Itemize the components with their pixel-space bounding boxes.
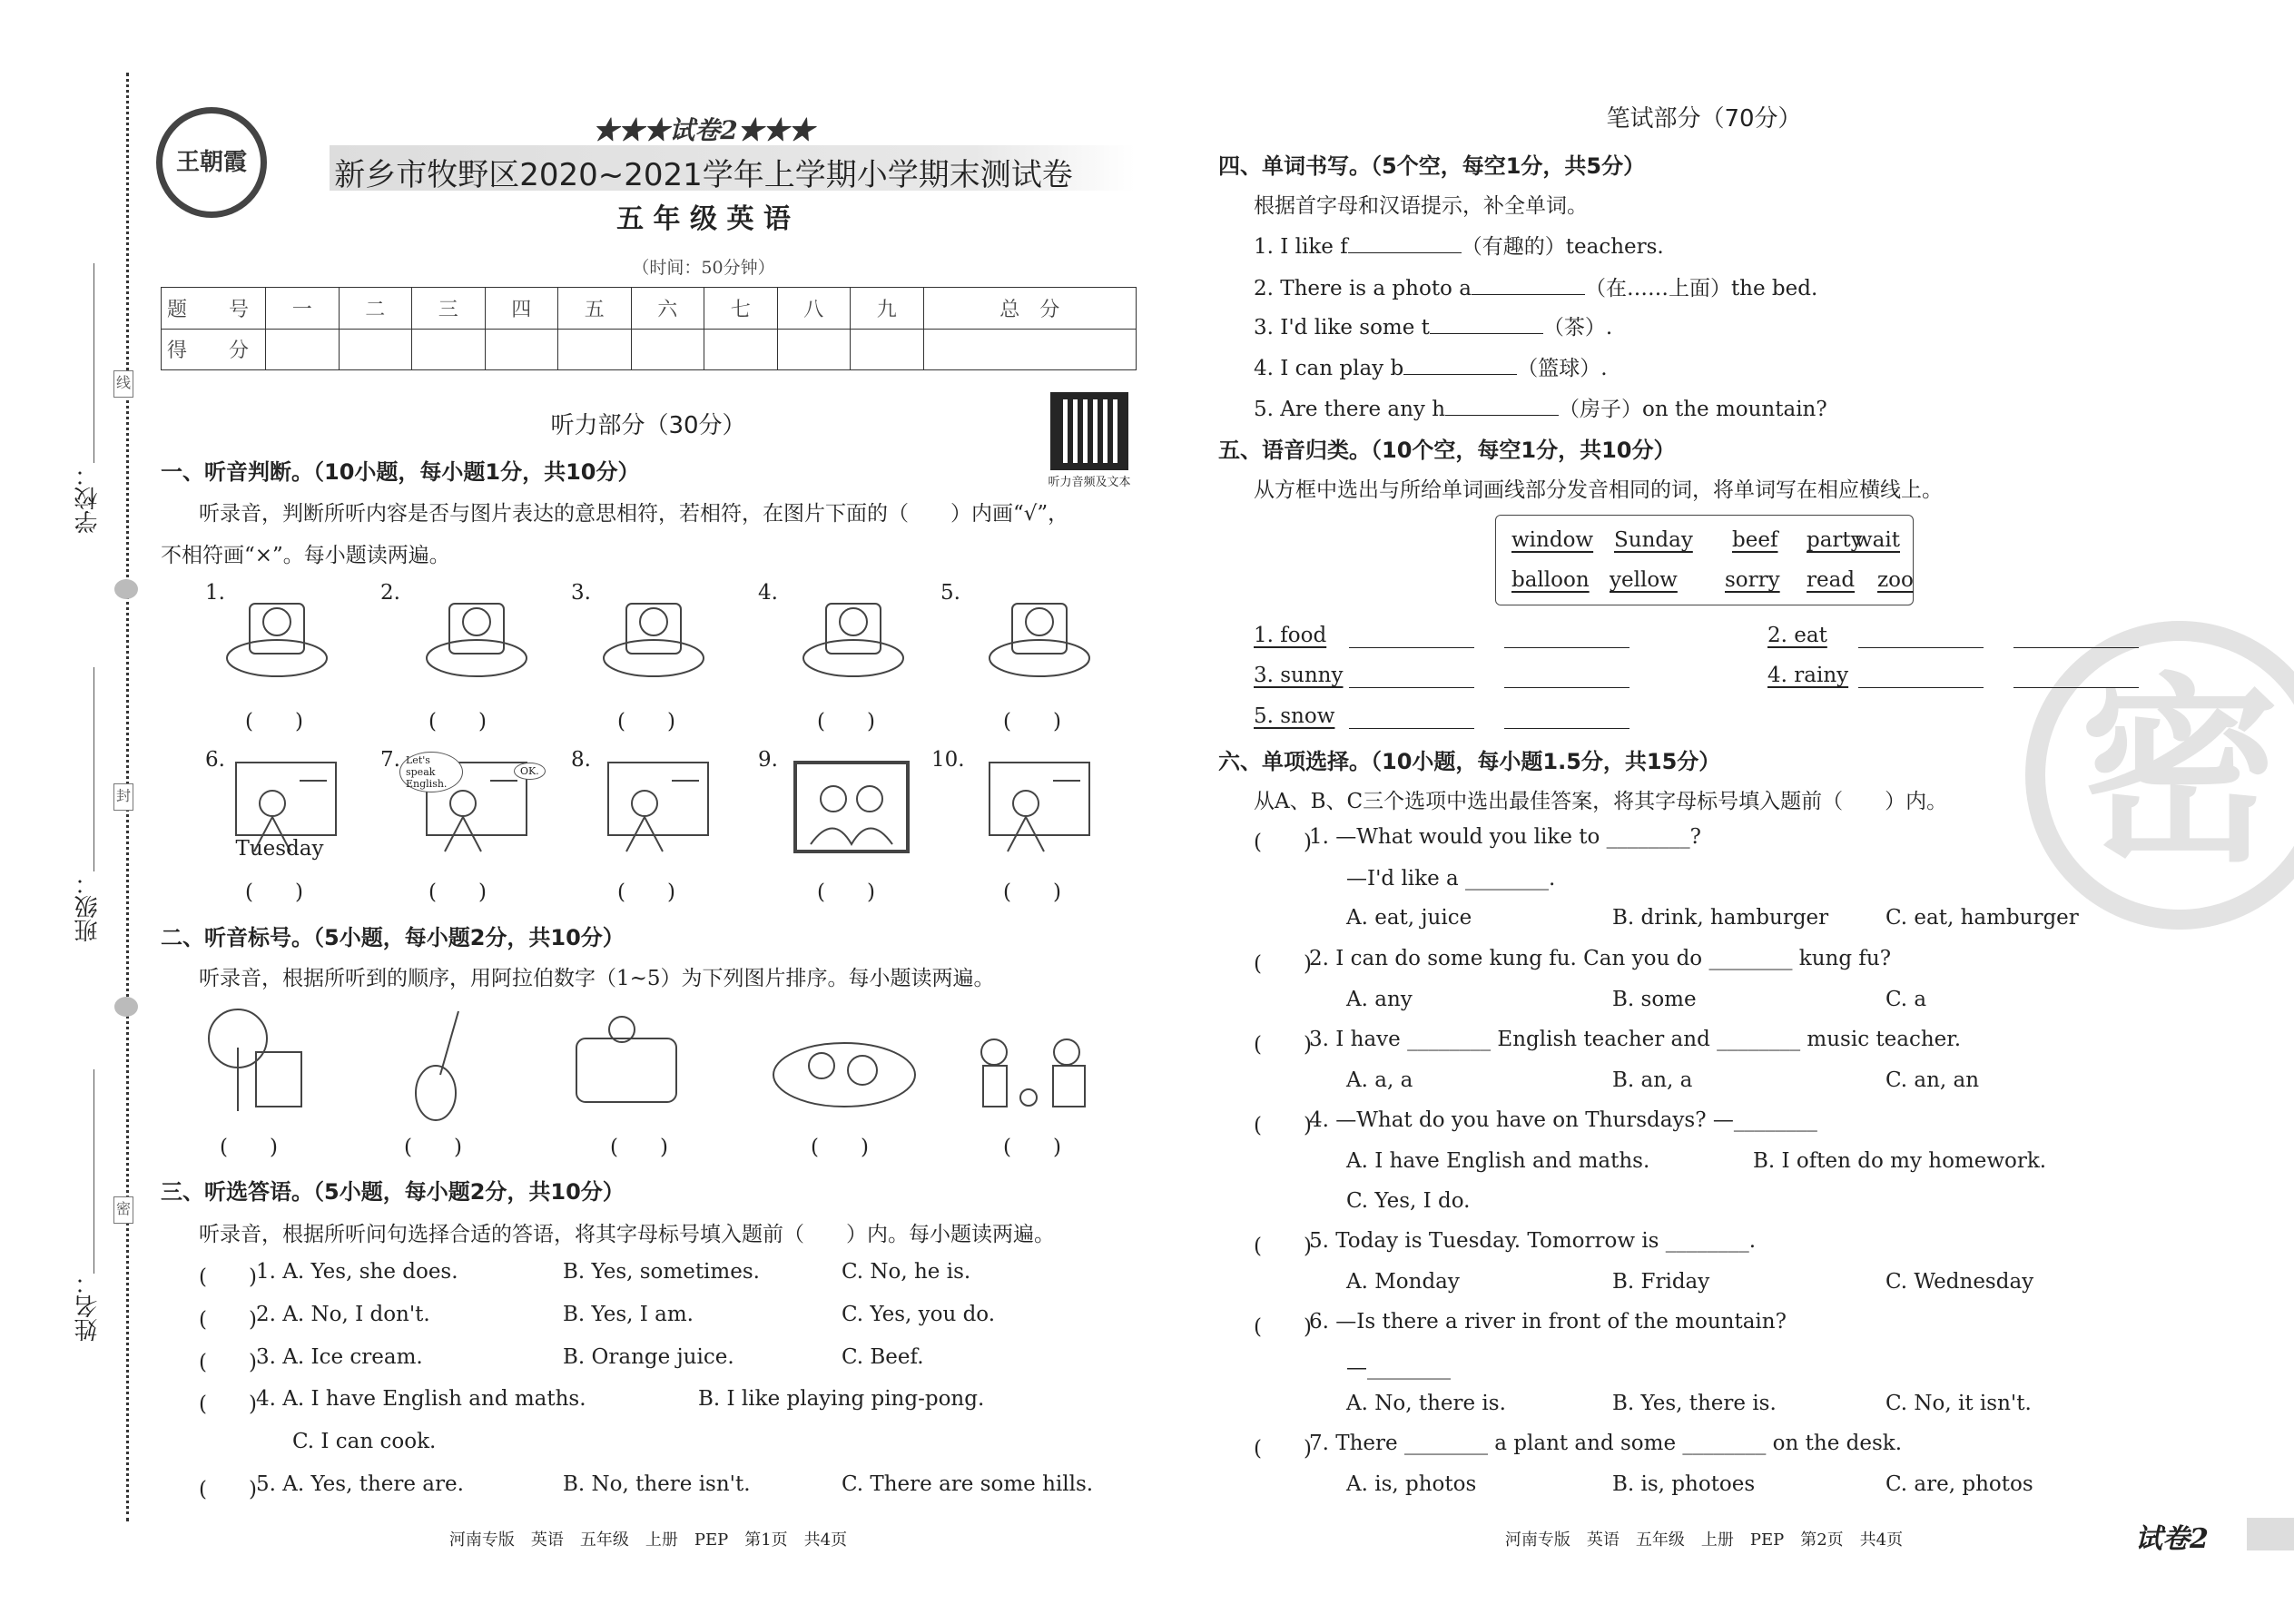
answer-bracket[interactable]: ( ) — [199, 1308, 257, 1332]
fill-word-item — [1254, 230, 1664, 260]
class-label: 班级： — [74, 871, 102, 942]
score-header-cell: 一 — [266, 288, 340, 330]
writing-section-title: 笔试部分（70分） — [1606, 105, 1802, 133]
option-a: 5. A. Yes, there are. — [256, 1472, 464, 1496]
question-stem-line2: —I'd like a ________. — [1346, 867, 1556, 891]
answer-bracket[interactable]: ( ) — [1003, 1136, 1061, 1159]
question-stem: 5. Today is Tuesday. Tomorrow is ________. — [1309, 1229, 1757, 1253]
option-c: C. an, an — [1885, 1068, 1980, 1092]
picture-man-and-boy — [595, 581, 713, 688]
answer-blank[interactable] — [1430, 316, 1543, 334]
corner-tab: 试卷2 — [2135, 1523, 2209, 1555]
speech-bubble: OK. — [514, 763, 546, 780]
section-3-instruction: 听录音，根据所听问句选择合适的答语，将其字母标号填入题前（ ）内。每小题读两遍。 — [199, 1223, 1055, 1246]
option-b: B. Yes, I am. — [563, 1303, 694, 1326]
answer-bracket[interactable]: ( ) — [1254, 1437, 1312, 1461]
answer-blank[interactable] — [1858, 687, 1984, 688]
logo-text: 王朝霞 — [175, 149, 247, 176]
score-cell[interactable] — [631, 329, 704, 370]
answer-blank[interactable] — [1445, 398, 1559, 416]
option-c: C. Yes, I do. — [1346, 1189, 1471, 1213]
exam-title: 新乡市牧野区2020~2021学年上学期小学期末测试卷 — [334, 157, 1073, 193]
score-header-cell: 三 — [412, 288, 486, 330]
section-1-instruction: 不相符画“×”。每小题读两遍。 — [161, 544, 450, 567]
score-cell[interactable] — [412, 329, 486, 370]
sentence-start: 5. Are there any h — [1254, 398, 1446, 421]
option-c: C. a — [1885, 988, 1927, 1011]
box-word: Sunday — [1614, 528, 1693, 552]
section-3-title: 三、听选答语。（5小题，每小题2分，共10分） — [161, 1179, 625, 1205]
picture-caption-tuesday: Tuesday — [235, 837, 324, 861]
option-a: A. is, photos — [1346, 1472, 1477, 1496]
option-b: B. I like playing ping-pong. — [698, 1387, 985, 1411]
picture-room-desk — [418, 581, 536, 688]
sentence-hint: （房子）on the mountain? — [1559, 398, 1827, 421]
question-stem: 3. I have ________ English teacher and ________ music teacher. — [1309, 1028, 1962, 1051]
qr-caption: 听力音频及文本 — [1048, 476, 1131, 489]
name-label: 姓名： — [74, 1271, 102, 1342]
answer-bracket[interactable]: ( ) — [199, 1393, 257, 1416]
option-b: B. Friday — [1612, 1270, 1710, 1294]
score-label-cell: 得 分 — [162, 329, 266, 370]
exam-subject: 五 年 级 英 语 — [616, 203, 791, 235]
box-word: balloon — [1511, 568, 1590, 592]
answer-bracket[interactable]: ( ) — [404, 1136, 462, 1159]
score-cell[interactable] — [558, 329, 632, 370]
question-number: 4. — [758, 581, 778, 605]
score-header-cell: 七 — [704, 288, 778, 330]
answer-bracket[interactable]: ( ) — [1003, 710, 1061, 733]
answer-blank[interactable] — [1348, 235, 1462, 253]
answer-blank[interactable] — [1403, 357, 1517, 375]
score-header-cell: 题 号 — [162, 288, 266, 330]
option-c: C. Yes, you do. — [842, 1303, 996, 1326]
answer-bracket[interactable]: ( ) — [1254, 831, 1312, 854]
question-stem: 7. There ________ a plant and some ________ on the desk. — [1309, 1432, 1903, 1455]
answer-bracket[interactable]: ( ) — [1254, 1033, 1312, 1057]
option-a: 4. A. I have English and maths. — [256, 1387, 586, 1411]
sentence-start: 4. I can play b — [1254, 357, 1404, 380]
option-b: B. Orange juice. — [563, 1345, 734, 1369]
score-cell[interactable] — [485, 329, 558, 370]
sentence-start: 1. I like f — [1254, 235, 1348, 259]
binding-tag-seal: 封 — [113, 783, 133, 811]
page-footer-1: 河南专版 英语 五年级 上册 PEP 第1页 共4页 — [448, 1530, 848, 1550]
answer-blank[interactable] — [2013, 647, 2139, 648]
box-word: yellow — [1610, 568, 1678, 592]
fill-word-item — [1254, 271, 1817, 301]
option-c: C. Wednesday — [1885, 1270, 2034, 1294]
answer-blank[interactable] — [1349, 728, 1474, 729]
section-4-instruction: 根据首字母和汉语提示，补全单词。 — [1254, 194, 1588, 218]
answer-bracket[interactable]: ( ) — [199, 1351, 257, 1374]
section-6-title: 六、单项选择。（10小题，每小题1.5分，共15分） — [1218, 749, 1721, 774]
option-b: B. Yes, sometimes. — [563, 1260, 760, 1284]
option-b: B. Yes, there is. — [1612, 1392, 1777, 1415]
question-stem: 2. I can do some kung fu. Can you do ________ kung fu? — [1309, 947, 1892, 970]
question-number: 5. — [940, 581, 960, 605]
option-a: A. any — [1346, 988, 1413, 1011]
sentence-hint: （茶）. — [1542, 316, 1613, 340]
fill-word-item — [1254, 392, 1827, 422]
option-a: 2. A. No, I don't. — [256, 1303, 430, 1326]
answer-bracket[interactable]: ( ) — [617, 881, 675, 904]
picture-flying-bird — [794, 581, 912, 688]
option-b: B. I often do my homework. — [1753, 1149, 2047, 1173]
section-2-title: 二、听音标号。（5小题，每小题2分，共10分） — [161, 925, 625, 950]
score-header-cell: 四 — [485, 288, 558, 330]
sentence-hint: （在……上面）the bed. — [1584, 277, 1818, 300]
option-b: B. some — [1612, 988, 1697, 1011]
picture-boy-on-sofa — [567, 1002, 694, 1129]
section-4-title: 四、单词书写。（5个空，每空1分，共5分） — [1218, 153, 1646, 179]
page-footer-2: 河南专版 英语 五年级 上册 PEP 第2页 共4页 — [1504, 1530, 1904, 1550]
answer-blank[interactable] — [1858, 647, 1984, 648]
answer-bracket[interactable]: ( ) — [817, 881, 875, 904]
sentence-hint: （有趣的）teachers. — [1461, 235, 1664, 259]
answer-bracket[interactable]: ( ) — [220, 1136, 278, 1159]
phonics-word: 5. snow — [1254, 704, 1335, 728]
section-5-instruction: 从方框中选出与所给单词画线部分发音相同的词，将单词写在相应横线上。 — [1254, 478, 1943, 502]
emblem-icon — [114, 997, 138, 1017]
score-cell[interactable] — [704, 329, 778, 370]
option-c: C. Beef. — [842, 1345, 924, 1369]
score-cell[interactable] — [851, 329, 924, 370]
option-b: B. drink, hamburger — [1612, 906, 1829, 930]
score-header-cell: 总 分 — [923, 288, 1137, 330]
answer-bracket[interactable]: ( ) — [199, 1478, 257, 1501]
option-a: A. eat, juice — [1346, 906, 1472, 930]
box-word: zoo — [1877, 568, 1914, 592]
score-cell[interactable] — [777, 329, 851, 370]
question-number: 6. — [205, 748, 225, 772]
corner-tab-bg — [2247, 1518, 2294, 1550]
answer-bracket[interactable]: ( ) — [428, 881, 487, 904]
option-b: B. No, there isn't. — [563, 1472, 751, 1496]
exam-time: （时间：50分钟） — [632, 258, 775, 278]
option-c: C. No, he is. — [842, 1260, 971, 1284]
question-number: 8. — [571, 748, 591, 772]
answer-blank[interactable] — [2013, 687, 2139, 688]
option-a: A. No, there is. — [1346, 1392, 1506, 1415]
option-c: C. eat, hamburger — [1885, 906, 2079, 930]
answer-bracket[interactable]: ( ) — [817, 710, 875, 733]
school-label: 学校： — [74, 463, 102, 534]
answer-blank[interactable] — [1504, 687, 1629, 688]
score-header-cell: 八 — [777, 288, 851, 330]
picture-family-photo — [793, 753, 911, 858]
answer-bracket[interactable]: ( ) — [245, 881, 303, 904]
picture-food-plate — [772, 1002, 921, 1129]
answer-blank[interactable] — [1472, 277, 1585, 295]
answer-bracket[interactable]: ( ) — [245, 710, 303, 733]
box-word: party — [1807, 528, 1863, 552]
answer-bracket[interactable]: ( ) — [1254, 1315, 1312, 1339]
emblem-icon — [114, 579, 138, 599]
binding-tag-line: 线 — [113, 370, 133, 398]
box-word: sorry — [1725, 568, 1780, 592]
score-header-cell: 二 — [339, 288, 412, 330]
answer-blank[interactable] — [1349, 687, 1474, 688]
score-header-cell: 六 — [631, 288, 704, 330]
option-a: A. Monday — [1346, 1270, 1460, 1294]
phonics-word: 3. sunny — [1254, 664, 1344, 687]
option-b: B. an, a — [1612, 1068, 1693, 1092]
option-c: C. are, photos — [1885, 1472, 2033, 1496]
answer-bracket[interactable]: ( ) — [610, 1136, 668, 1159]
score-row — [162, 329, 1137, 370]
answer-bracket[interactable]: ( ) — [1254, 952, 1312, 976]
score-header-cell: 九 — [851, 288, 924, 330]
question-stem: 6. —Is there a river in front of the mountain? — [1309, 1310, 1787, 1334]
answer-bracket[interactable]: ( ) — [617, 710, 675, 733]
picture-tree-house — [202, 1002, 329, 1129]
question-number: 10. — [931, 748, 965, 772]
option-a: 3. A. Ice cream. — [256, 1345, 423, 1369]
box-word: read — [1807, 568, 1856, 592]
answer-bracket[interactable]: ( ) — [1003, 881, 1061, 904]
picture-dog-and-cat — [967, 1002, 1094, 1129]
qr-code-icon[interactable] — [1050, 392, 1128, 470]
answer-bracket[interactable]: ( ) — [428, 710, 487, 733]
question-number: 2. — [380, 581, 400, 605]
watermark-seal — [2025, 621, 2294, 930]
option-a: A. I have English and maths. — [1346, 1149, 1650, 1173]
sentence-start: 2. There is a photo a — [1254, 277, 1472, 300]
listening-section-title: 听力部分（30分） — [550, 412, 746, 439]
score-table — [161, 287, 1137, 370]
option-a: A. a, a — [1346, 1068, 1413, 1092]
question-stem-line2: —________ — [1346, 1356, 1451, 1380]
section-5-title: 五、语音归类。（10个空，每空1分，共10分） — [1218, 438, 1676, 463]
score-header-row — [162, 288, 1137, 330]
box-word: beef — [1732, 528, 1778, 552]
section-2-instruction: 听录音，根据所听到的顺序，用阿拉伯数字（1~5）为下列图片排序。每小题读两遍。 — [199, 967, 995, 990]
question-stem: 4. —What do you have on Thursdays? —________ — [1309, 1108, 1817, 1132]
brand-logo — [156, 107, 267, 218]
sentence-start: 3. I'd like some t — [1254, 316, 1430, 340]
answer-bracket[interactable]: ( ) — [811, 1136, 869, 1159]
question-number: 3. — [571, 581, 591, 605]
binding-tag-secret: 密 — [113, 1196, 133, 1224]
option-c: C. There are some hills. — [842, 1472, 1094, 1496]
fill-word-item — [1254, 310, 1612, 340]
option-b: B. is, photoes — [1612, 1472, 1756, 1496]
sentence-hint: （篮球）. — [1517, 357, 1608, 380]
answer-blank[interactable] — [1504, 647, 1629, 648]
answer-blank[interactable] — [1504, 728, 1629, 729]
speech-bubble: Let's speak English. — [399, 752, 463, 792]
phonics-word: 1. food — [1254, 624, 1327, 647]
score-cell[interactable] — [339, 329, 412, 370]
question-number: 9. — [758, 748, 778, 772]
section-1-title: 一、听音判断。（10小题，每小题1分，共10分） — [161, 459, 640, 485]
picture-man-pointing — [980, 581, 1098, 688]
box-word: wait — [1855, 528, 1900, 552]
paper-number: ★★★试卷2★★★ — [593, 115, 814, 145]
phonics-word: 2. eat — [1767, 624, 1827, 647]
score-cell[interactable] — [266, 329, 340, 370]
score-cell[interactable] — [923, 329, 1137, 370]
answer-bracket[interactable]: ( ) — [199, 1265, 257, 1289]
answer-bracket[interactable]: ( ) — [1254, 1114, 1312, 1137]
picture-pipa — [395, 1002, 522, 1129]
question-number: 1. — [205, 581, 225, 605]
question-stem: 1. —What would you like to ________? — [1309, 825, 1701, 849]
question-number: 7. — [380, 748, 400, 772]
option-c: C. I can cook. — [292, 1430, 437, 1453]
answer-blank[interactable] — [1349, 647, 1474, 648]
section-6-instruction: 从A、B、C三个选项中选出最佳答案，将其字母标号填入题前（ ）内。 — [1254, 790, 1948, 813]
section-1-instruction: 听录音，判断所听内容是否与图片表达的意思相符，若相符，在图片下面的（ ）内画“√”， — [199, 502, 1069, 526]
option-c: C. No, it isn't. — [1885, 1392, 2032, 1415]
fill-word-item — [1254, 351, 1608, 381]
box-word: window — [1511, 528, 1594, 552]
picture-sandwich — [218, 581, 336, 688]
option-a: 1. A. Yes, she does. — [256, 1260, 458, 1284]
score-header-cell: 五 — [558, 288, 632, 330]
phonics-word: 4. rainy — [1767, 664, 1849, 687]
picture-house-yard — [980, 753, 1098, 858]
watermark-text: 密 — [2079, 656, 2279, 889]
picture-boy-music — [599, 753, 717, 858]
answer-bracket[interactable]: ( ) — [1254, 1235, 1312, 1258]
